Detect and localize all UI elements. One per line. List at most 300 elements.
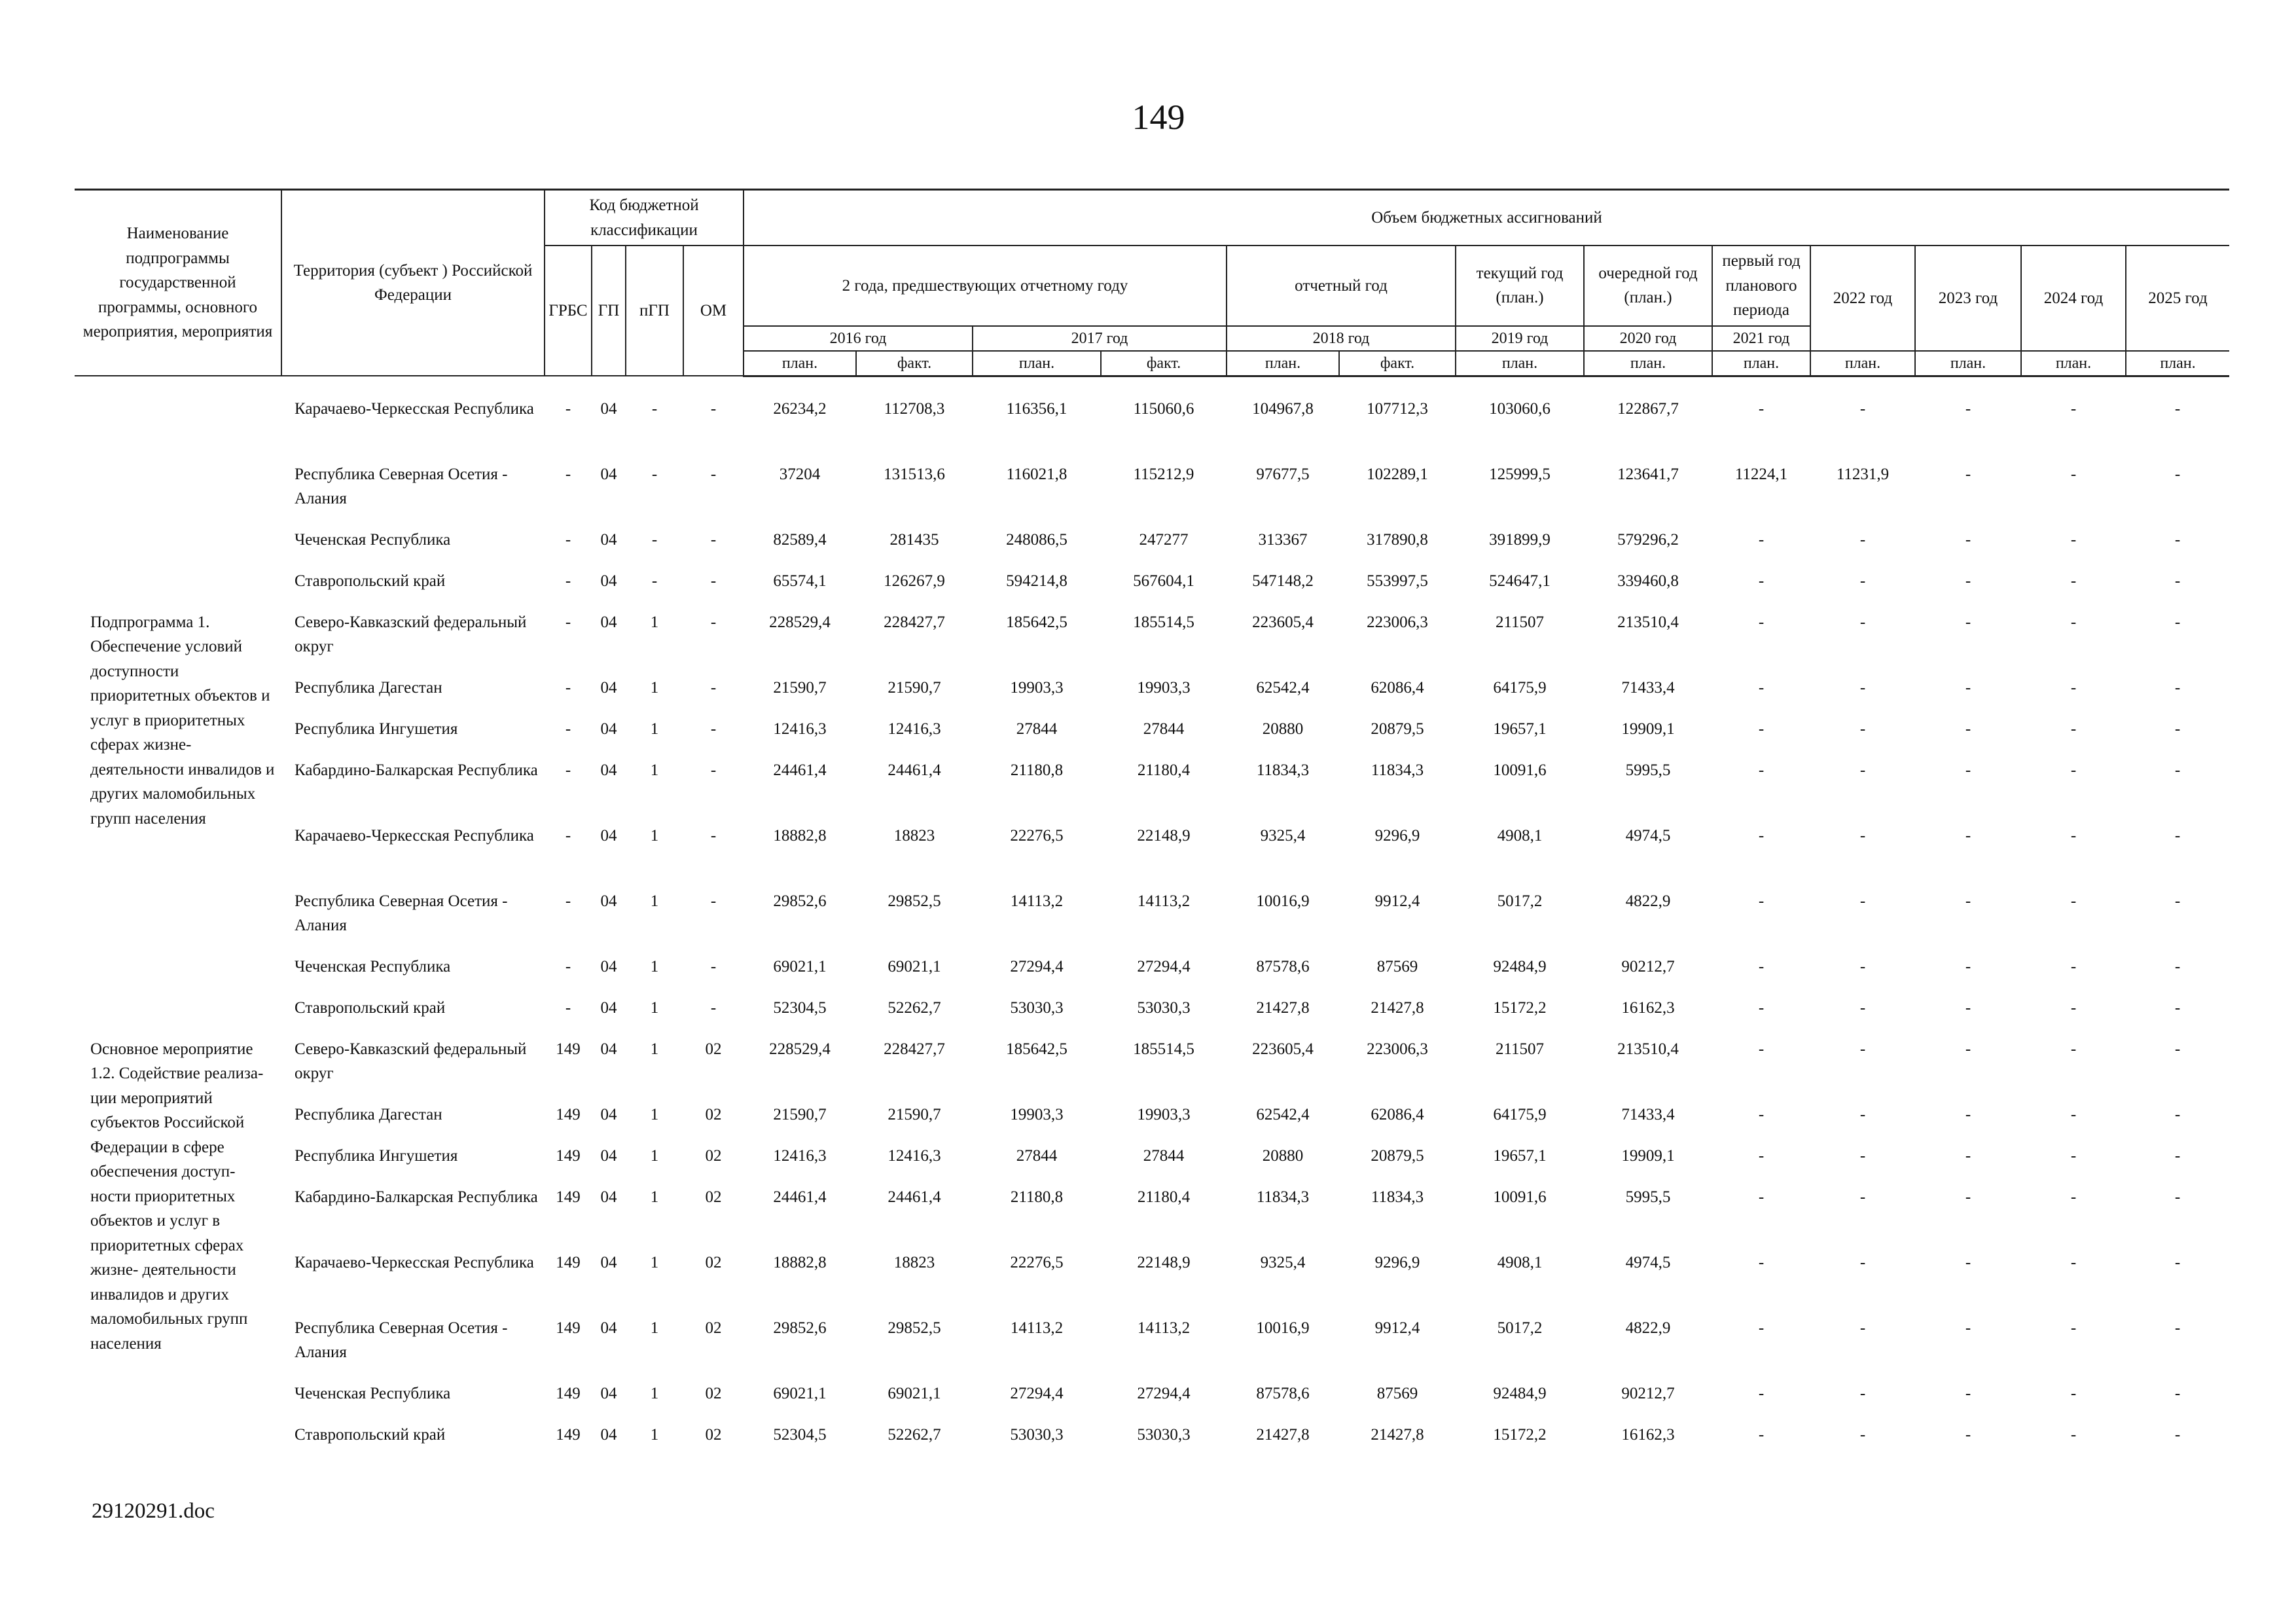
value-cell-grbs: - (565, 613, 571, 631)
value-cell-gp: 04 (600, 530, 617, 549)
value-cell-v2017p: 27844 (1016, 1146, 1058, 1165)
value-cell-v2017p: 53030,3 (1010, 1425, 1064, 1444)
value-cell-gp: 04 (600, 1105, 617, 1123)
value-cell-grbs: - (565, 957, 571, 976)
value-cell-gp: 04 (600, 613, 617, 631)
value-cell-grbs: - (565, 720, 571, 738)
value-cell-v2023: - (1965, 530, 1971, 549)
value-cell-gp: 04 (600, 1253, 617, 1271)
value-cell-v2018f: 87569 (1376, 1384, 1418, 1402)
value-cell-v2018f: 11834,3 (1371, 761, 1424, 779)
value-cell-v2017f: 19903,3 (1137, 678, 1191, 697)
year-2021-header: 2021 год (1712, 326, 1810, 351)
value-cell-v2020: 16162,3 (1621, 998, 1675, 1017)
value-cell-v2023: - (1965, 1425, 1971, 1444)
value-cell-v2020: 213510,4 (1617, 1040, 1679, 1058)
value-cell-gp: 04 (600, 761, 617, 779)
value-cell-v2023: - (1965, 613, 1971, 631)
value-cell-v2021: - (1758, 761, 1765, 779)
value-cell-v2017f: 247277 (1139, 530, 1189, 549)
value-cell-v2016f: 52262,7 (888, 1425, 941, 1444)
value-cell-v2020: 122867,7 (1617, 399, 1679, 418)
territory-cell: Республика Северная Осетия - Алания (295, 892, 508, 934)
value-cell-v2016p: 24461,4 (773, 1188, 827, 1206)
value-cell-v2016f: 18823 (893, 826, 935, 845)
value-cell-v2024: - (2070, 1040, 2077, 1058)
value-cell-v2016f: 281435 (889, 530, 939, 549)
value-cell-pgp: 1 (650, 1146, 659, 1165)
value-cell-v2019: 391899,9 (1489, 530, 1551, 549)
value-cell-v2017f: 115060,6 (1133, 399, 1194, 418)
value-cell-v2019: 125999,5 (1489, 465, 1551, 483)
value-cell-v2025: - (2174, 998, 2181, 1017)
value-cell-v2017f: 22148,9 (1137, 826, 1191, 845)
value-cell-pgp: 1 (650, 957, 659, 976)
value-cell-v2017f: 115212,9 (1133, 465, 1194, 483)
value-cell-om: - (710, 530, 717, 549)
value-cell-gp: 04 (600, 957, 617, 976)
value-cell-v2021: - (1758, 1319, 1765, 1337)
value-cell-v2024: - (2070, 1319, 2077, 1337)
value-cell-v2018p: 21427,8 (1256, 1425, 1310, 1444)
value-cell-grbs: 149 (556, 1146, 581, 1165)
value-cell-v2016p: 29852,6 (773, 892, 827, 910)
value-cell-v2024: - (2070, 826, 2077, 845)
territory-cell: Республика Дагестан (295, 1105, 442, 1123)
value-cell-gp: 04 (600, 572, 617, 590)
value-cell-v2024: - (2070, 892, 2077, 910)
name-col-header: Наименование подпрограммы государственной программы, основного мероприятия, мероприятия (75, 190, 281, 376)
table-row (75, 996, 2229, 1037)
value-cell-v2018f: 62086,4 (1371, 1105, 1424, 1123)
subprogram-name: Подпрограмма 1. Обеспечение условий доступности приоритетных объектов и услуг в приоритетных сферах жизне- деятельности инвалидов и других маломобильных групп населения (90, 613, 275, 828)
value-cell-v2020: 19909,1 (1621, 1146, 1675, 1165)
plan-header: план. (1584, 351, 1712, 376)
value-cell-v2019: 92484,9 (1493, 957, 1547, 976)
value-cell-v2020: 4822,9 (1625, 892, 1671, 910)
value-cell-v2017f: 14113,2 (1137, 892, 1191, 910)
fact-header: факт. (1101, 351, 1227, 376)
year-2019-header: 2019 год (1456, 326, 1584, 351)
value-cell-v2023: - (1965, 892, 1971, 910)
value-cell-gp: 04 (600, 1146, 617, 1165)
value-cell-v2023: - (1965, 957, 1971, 976)
value-cell-om: - (710, 678, 717, 697)
value-cell-v2016f: 228427,7 (884, 613, 945, 631)
value-cell-v2018p: 11834,3 (1256, 761, 1310, 779)
value-cell-v2017p: 594214,8 (1006, 572, 1067, 590)
value-cell-v2016p: 37204 (779, 465, 821, 483)
value-cell-v2025: - (2174, 1146, 2181, 1165)
territory-cell: Республика Ингушетия (295, 1146, 458, 1165)
value-cell-grbs: - (565, 399, 571, 418)
value-cell-v2025: - (2174, 761, 2181, 779)
value-cell-v2021: - (1758, 1188, 1765, 1206)
value-cell-v2017p: 27294,4 (1010, 1384, 1064, 1402)
value-cell-om: - (710, 998, 717, 1017)
value-cell-pgp: 1 (650, 1105, 659, 1123)
value-cell-v2016p: 21590,7 (773, 1105, 827, 1123)
value-cell-v2016p: 65574,1 (773, 572, 827, 590)
value-cell-v2025: - (2174, 1253, 2181, 1271)
prev-two-years-header: 2 года, предшествующих отчетному году (744, 246, 1227, 326)
value-cell-v2020: 16162,3 (1621, 1425, 1675, 1444)
table-body (75, 376, 2229, 1464)
value-cell-v2019: 5017,2 (1497, 892, 1543, 910)
page-number: 149 (1132, 98, 1185, 137)
value-cell-om: 02 (705, 1319, 722, 1337)
value-cell-grbs: 149 (556, 1425, 581, 1444)
value-cell-v2020: 123641,7 (1617, 465, 1679, 483)
value-cell-grbs: - (565, 998, 571, 1017)
value-cell-grbs: 149 (556, 1253, 581, 1271)
value-cell-v2024: - (2070, 1105, 2077, 1123)
value-cell-pgp: - (651, 530, 658, 549)
value-cell-v2022: - (1859, 1425, 1866, 1444)
value-cell-v2021: - (1758, 998, 1765, 1017)
value-cell-v2018p: 9325,4 (1260, 826, 1306, 845)
value-cell-pgp: 1 (650, 1319, 659, 1337)
value-cell-v2022: - (1859, 720, 1866, 738)
table-row (75, 889, 2229, 955)
value-cell-v2021: - (1758, 892, 1765, 910)
value-cell-v2016p: 24461,4 (773, 761, 827, 779)
value-cell-gp: 04 (600, 1040, 617, 1058)
value-cell-v2018f: 87569 (1376, 957, 1418, 976)
value-cell-v2020: 4822,9 (1625, 1319, 1671, 1337)
value-cell-v2025: - (2174, 1188, 2181, 1206)
gp-header: ГП (592, 246, 626, 376)
first-plan-year-header: первый год планового периода (1712, 246, 1810, 326)
value-cell-v2021: - (1758, 399, 1765, 418)
value-cell-grbs: 149 (556, 1040, 581, 1058)
budget-code-header: Код бюджетной классификации (545, 190, 744, 246)
value-cell-v2023: - (1965, 572, 1971, 590)
value-cell-v2025: - (2174, 678, 2181, 697)
value-cell-grbs: - (565, 761, 571, 779)
value-cell-pgp: 1 (650, 761, 659, 779)
value-cell-gp: 04 (600, 892, 617, 910)
value-cell-v2020: 4974,5 (1625, 826, 1671, 845)
value-cell-v2024: - (2070, 1253, 2077, 1271)
value-cell-grbs: 149 (556, 1105, 581, 1123)
value-cell-v2025: - (2174, 1105, 2181, 1123)
plan-header: план. (1456, 351, 1584, 376)
value-cell-pgp: 1 (650, 1188, 659, 1206)
value-cell-v2017p: 27844 (1016, 720, 1058, 738)
value-cell-v2016p: 18882,8 (773, 1253, 827, 1271)
value-cell-v2018p: 104967,8 (1252, 399, 1314, 418)
plan-header: план. (1915, 351, 2021, 376)
value-cell-v2016f: 112708,3 (884, 399, 945, 418)
value-cell-v2024: - (2070, 530, 2077, 549)
value-cell-v2018f: 21427,8 (1371, 1425, 1424, 1444)
value-cell-v2016p: 52304,5 (773, 1425, 827, 1444)
value-cell-v2018p: 21427,8 (1256, 998, 1310, 1017)
value-cell-v2018f: 20879,5 (1371, 720, 1424, 738)
value-cell-om: 02 (705, 1253, 722, 1271)
value-cell-v2019: 211507 (1495, 613, 1545, 631)
value-cell-v2025: - (2174, 892, 2181, 910)
value-cell-v2022: - (1859, 761, 1866, 779)
table-row (75, 676, 2229, 717)
current-year-header: текущий год (план.) (1456, 246, 1584, 326)
value-cell-v2018p: 313367 (1258, 530, 1308, 549)
value-cell-v2022: - (1859, 399, 1866, 418)
territory-cell: Республика Северная Осетия - Алания (295, 465, 508, 507)
value-cell-v2021: - (1758, 957, 1765, 976)
value-cell-grbs: 149 (556, 1319, 581, 1337)
value-cell-v2017p: 14113,2 (1010, 892, 1064, 910)
year-2022-header: 2022 год (1810, 246, 1915, 351)
value-cell-v2020: 4974,5 (1625, 1253, 1671, 1271)
value-cell-v2024: - (2070, 465, 2077, 483)
value-cell-v2018p: 223605,4 (1252, 613, 1314, 631)
value-cell-v2020: 579296,2 (1617, 530, 1679, 549)
value-cell-v2019: 15172,2 (1493, 998, 1547, 1017)
value-cell-v2020: 71433,4 (1621, 1105, 1675, 1123)
pgp-header: пГП (626, 246, 683, 376)
value-cell-v2023: - (1965, 1319, 1971, 1337)
value-cell-v2016f: 24461,4 (888, 761, 941, 779)
value-cell-v2016f: 131513,6 (884, 465, 945, 483)
value-cell-v2018p: 9325,4 (1260, 1253, 1306, 1271)
value-cell-v2016p: 12416,3 (773, 1146, 827, 1165)
value-cell-v2024: - (2070, 720, 2077, 738)
value-cell-gp: 04 (600, 826, 617, 845)
value-cell-om: - (710, 572, 717, 590)
value-cell-v2021: - (1758, 1040, 1765, 1058)
value-cell-v2018f: 9296,9 (1374, 1253, 1420, 1271)
table-row (75, 462, 2229, 528)
table-row (75, 1250, 2229, 1316)
value-cell-v2016p: 228529,4 (769, 613, 831, 631)
value-cell-v2023: - (1965, 678, 1971, 697)
year-2020-header: 2020 год (1584, 326, 1712, 351)
value-cell-v2019: 64175,9 (1493, 1105, 1547, 1123)
value-cell-v2024: - (2070, 957, 2077, 976)
value-cell-v2017p: 185642,5 (1006, 1040, 1067, 1058)
territory-cell: Северо-Кавказский федеральный округ (295, 1040, 527, 1082)
value-cell-pgp: 1 (650, 826, 659, 845)
value-cell-pgp: 1 (650, 1384, 659, 1402)
value-cell-v2022: - (1859, 957, 1866, 976)
value-cell-v2017p: 116356,1 (1006, 399, 1067, 418)
value-cell-v2017p: 248086,5 (1006, 530, 1067, 549)
om-header: ОМ (683, 246, 744, 376)
value-cell-pgp: 1 (650, 892, 659, 910)
value-cell-v2017f: 21180,4 (1137, 1188, 1191, 1206)
value-cell-v2016p: 52304,5 (773, 998, 827, 1017)
value-cell-v2025: - (2174, 1384, 2181, 1402)
value-cell-v2019: 64175,9 (1493, 678, 1547, 697)
value-cell-v2017p: 27294,4 (1010, 957, 1064, 976)
value-cell-v2017f: 14113,2 (1137, 1319, 1191, 1337)
territory-cell: Республика Северная Осетия - Алания (295, 1319, 508, 1361)
table-row (75, 610, 2229, 676)
value-cell-v2018p: 97677,5 (1256, 465, 1310, 483)
value-cell-v2025: - (2174, 613, 2181, 631)
territory-cell: Ставропольский край (295, 572, 446, 590)
value-cell-v2024: - (2070, 572, 2077, 590)
value-cell-v2016p: 21590,7 (773, 678, 827, 697)
value-cell-v2022: - (1859, 1105, 1866, 1123)
volume-header: Объем бюджетных ассигнований (744, 190, 2229, 246)
plan-header: план. (2126, 351, 2229, 376)
value-cell-pgp: 1 (650, 1425, 659, 1444)
value-cell-grbs: - (565, 530, 571, 549)
value-cell-v2023: - (1965, 465, 1971, 483)
spacer-cell (75, 376, 2229, 397)
value-cell-v2016f: 29852,5 (888, 892, 941, 910)
territory-cell: Карачаево-Черкесская Республика (295, 1253, 534, 1271)
value-cell-v2022: - (1859, 613, 1866, 631)
value-cell-v2018f: 317890,8 (1367, 530, 1428, 549)
value-cell-pgp: - (651, 399, 658, 418)
value-cell-om: - (710, 957, 717, 976)
value-cell-om: - (710, 465, 717, 483)
value-cell-gp: 04 (600, 399, 617, 418)
value-cell-v2016f: 21590,7 (888, 1105, 941, 1123)
value-cell-v2024: - (2070, 613, 2077, 631)
table-row (75, 1037, 2229, 1103)
grbs-header: ГРБС (545, 246, 592, 376)
value-cell-v2017f: 22148,9 (1137, 1253, 1191, 1271)
value-cell-v2018f: 9912,4 (1374, 1319, 1420, 1337)
value-cell-v2018f: 9912,4 (1374, 892, 1420, 910)
value-cell-v2018p: 87578,6 (1256, 1384, 1310, 1402)
value-cell-v2023: - (1965, 1105, 1971, 1123)
value-cell-om: - (710, 720, 717, 738)
territory-cell: Ставропольский край (295, 998, 446, 1017)
value-cell-om: 02 (705, 1105, 722, 1123)
value-cell-v2023: - (1965, 1040, 1971, 1058)
value-cell-gp: 04 (600, 998, 617, 1017)
value-cell-v2017f: 567604,1 (1133, 572, 1194, 590)
value-cell-v2016p: 29852,6 (773, 1319, 827, 1337)
value-cell-v2024: - (2070, 761, 2077, 779)
value-cell-v2020: 339460,8 (1617, 572, 1679, 590)
table-row (75, 1316, 2229, 1381)
value-cell-v2016p: 228529,4 (769, 1040, 831, 1058)
value-cell-v2018f: 107712,3 (1367, 399, 1428, 418)
territory-cell: Республика Ингушетия (295, 720, 458, 738)
table-row (75, 758, 2229, 824)
year-2018-header: 2018 год (1227, 326, 1456, 351)
value-cell-v2016p: 18882,8 (773, 826, 827, 845)
value-cell-v2021: - (1758, 826, 1765, 845)
value-cell-om: 02 (705, 1425, 722, 1444)
value-cell-gp: 04 (600, 1319, 617, 1337)
value-cell-pgp: 1 (650, 998, 659, 1017)
value-cell-gp: 04 (600, 1425, 617, 1444)
value-cell-v2018f: 9296,9 (1374, 826, 1420, 845)
value-cell-v2016p: 26234,2 (773, 399, 827, 418)
value-cell-v2016f: 69021,1 (888, 1384, 941, 1402)
value-cell-v2016p: 69021,1 (773, 1384, 827, 1402)
value-cell-v2021: - (1758, 1425, 1765, 1444)
table-row (75, 717, 2229, 758)
value-cell-v2019: 103060,6 (1489, 399, 1551, 418)
value-cell-v2019: 5017,2 (1497, 1319, 1543, 1337)
value-cell-v2021: - (1758, 720, 1765, 738)
value-cell-v2017p: 22276,5 (1010, 1253, 1064, 1271)
year-2016-header: 2016 год (744, 326, 973, 351)
table-row (75, 1144, 2229, 1185)
value-cell-v2022: - (1859, 892, 1866, 910)
value-cell-gp: 04 (600, 678, 617, 697)
value-cell-v2021: 11224,1 (1734, 465, 1788, 483)
value-cell-v2018p: 20880 (1262, 1146, 1304, 1165)
territory-cell: Чеченская Республика (295, 1384, 451, 1402)
value-cell-om: 02 (705, 1384, 722, 1402)
value-cell-v2017p: 185642,5 (1006, 613, 1067, 631)
value-cell-v2020: 71433,4 (1621, 678, 1675, 697)
value-cell-v2019: 10091,6 (1493, 1188, 1547, 1206)
value-cell-v2024: - (2070, 1146, 2077, 1165)
value-cell-v2022: - (1859, 1188, 1866, 1206)
value-cell-v2017f: 27844 (1143, 720, 1185, 738)
year-2023-header: 2023 год (1915, 246, 2021, 351)
value-cell-v2018f: 553997,5 (1367, 572, 1428, 590)
value-cell-v2018f: 102289,1 (1367, 465, 1428, 483)
value-cell-v2017p: 21180,8 (1010, 761, 1064, 779)
table-row (75, 955, 2229, 996)
value-cell-v2023: - (1965, 826, 1971, 845)
value-cell-v2017f: 27844 (1143, 1146, 1185, 1165)
value-cell-grbs: 149 (556, 1384, 581, 1402)
value-cell-pgp: 1 (650, 1253, 659, 1271)
value-cell-v2016f: 24461,4 (888, 1188, 941, 1206)
value-cell-grbs: - (565, 465, 571, 483)
territory-cell: Карачаево-Черкесская Республика (295, 826, 534, 845)
value-cell-v2019: 92484,9 (1493, 1384, 1547, 1402)
value-cell-v2021: - (1758, 1384, 1765, 1402)
value-cell-v2017f: 185514,5 (1133, 1040, 1194, 1058)
value-cell-v2021: - (1758, 678, 1765, 697)
value-cell-v2023: - (1965, 1146, 1971, 1165)
value-cell-v2020: 213510,4 (1617, 613, 1679, 631)
value-cell-grbs: 149 (556, 1188, 581, 1206)
value-cell-grbs: - (565, 678, 571, 697)
table-row (75, 1423, 2229, 1464)
value-cell-v2019: 19657,1 (1493, 720, 1547, 738)
value-cell-v2017p: 22276,5 (1010, 826, 1064, 845)
value-cell-v2018p: 223605,4 (1252, 1040, 1314, 1058)
value-cell-pgp: 1 (650, 678, 659, 697)
value-cell-v2023: - (1965, 1384, 1971, 1402)
value-cell-om: 02 (705, 1146, 722, 1165)
value-cell-v2020: 90212,7 (1621, 1384, 1675, 1402)
value-cell-v2017p: 116021,8 (1006, 465, 1067, 483)
value-cell-gp: 04 (600, 1188, 617, 1206)
value-cell-v2019: 211507 (1495, 1040, 1545, 1058)
value-cell-v2019: 19657,1 (1493, 1146, 1547, 1165)
fact-header: факт. (1339, 351, 1456, 376)
value-cell-v2021: - (1758, 1146, 1765, 1165)
value-cell-v2018p: 62542,4 (1256, 1105, 1310, 1123)
value-cell-v2018p: 10016,9 (1256, 1319, 1310, 1337)
value-cell-v2023: - (1965, 1253, 1971, 1271)
value-cell-pgp: 1 (650, 1040, 659, 1058)
value-cell-v2018f: 20879,5 (1371, 1146, 1424, 1165)
value-cell-om: - (710, 613, 717, 631)
plan-header: план. (973, 351, 1101, 376)
value-cell-gp: 04 (600, 1384, 617, 1402)
value-cell-v2023: - (1965, 399, 1971, 418)
value-cell-v2019: 524647,1 (1489, 572, 1551, 590)
value-cell-gp: 04 (600, 720, 617, 738)
